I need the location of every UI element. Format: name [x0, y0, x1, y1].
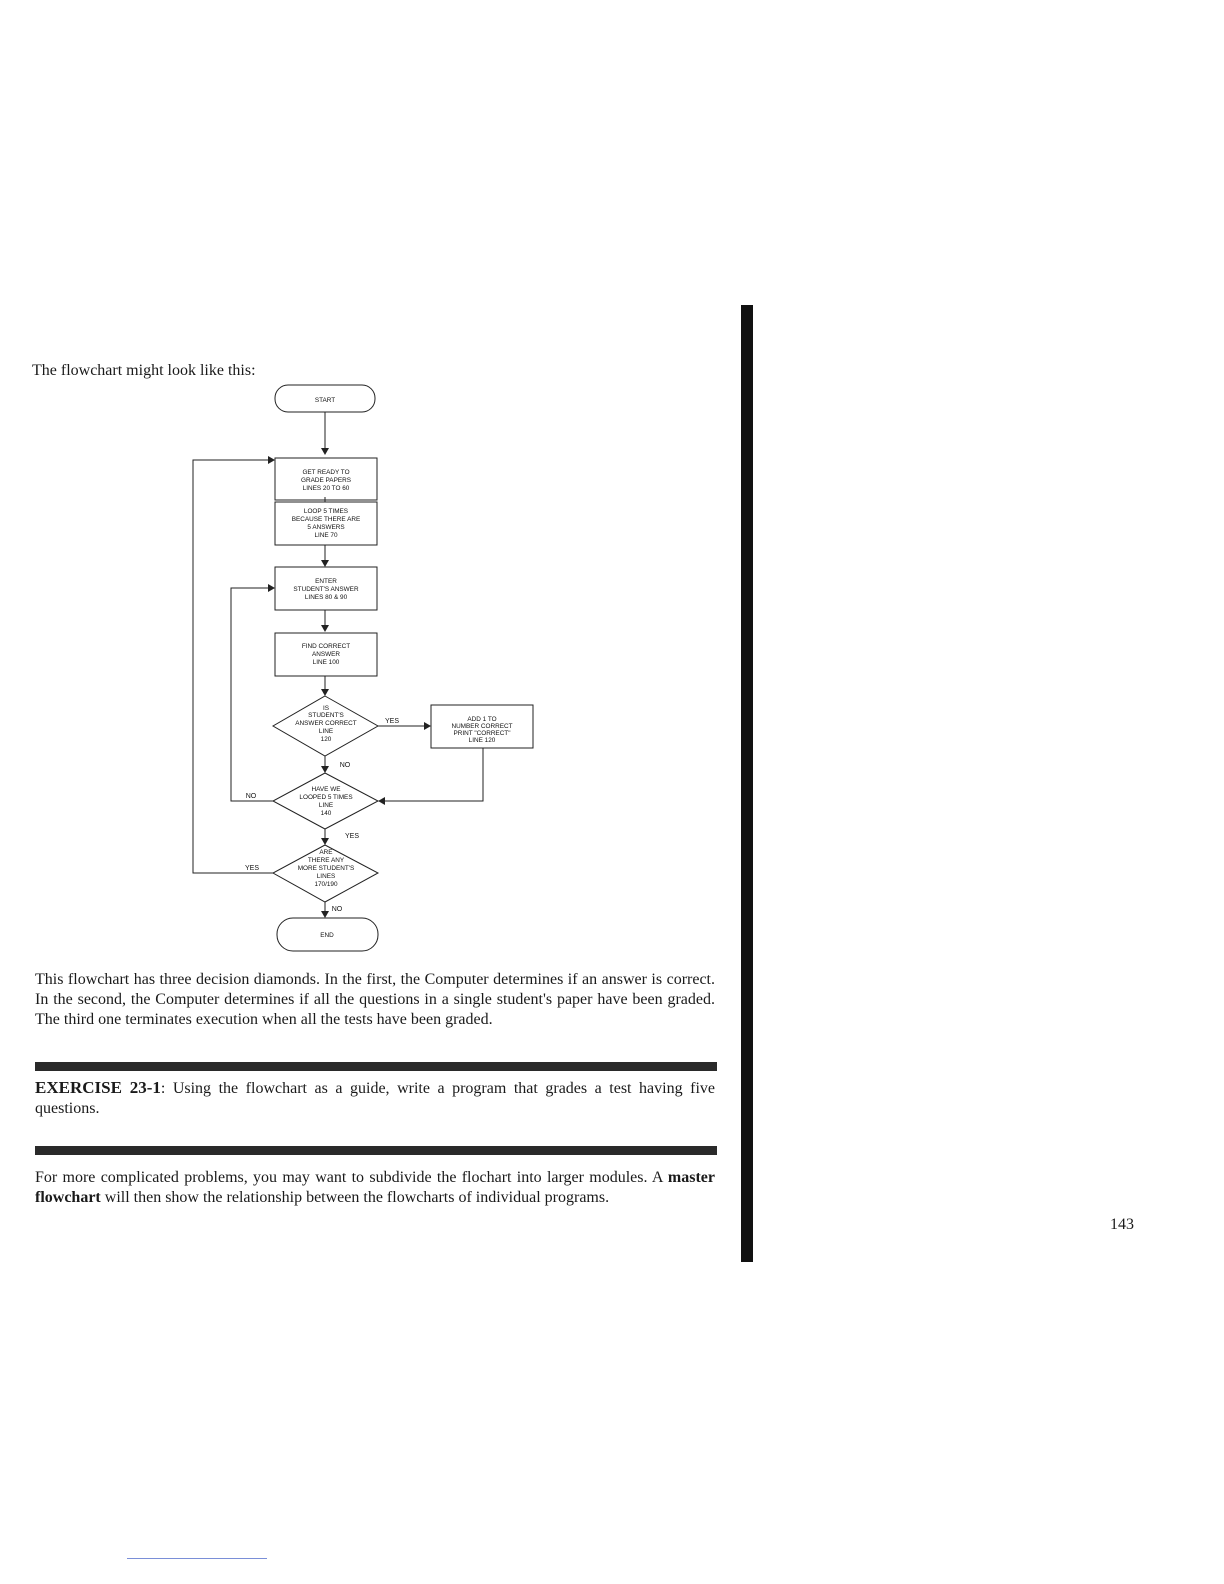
step5-line3: PRINT "CORRECT" [453, 730, 511, 737]
decision2-line2: LOOPED 5 TIMES [299, 794, 353, 801]
exercise-block [35, 1078, 715, 1119]
label-no-1: NO [339, 762, 351, 769]
master-flowchart-term: master flowchart [35, 1169, 715, 1206]
decision3-line4: LINES [316, 873, 336, 880]
decision2-line1: HAVE WE [311, 786, 341, 793]
decision1-line4: LINE [318, 728, 334, 735]
step2-line1: LOOP 5 TIMES [303, 508, 349, 515]
label-yes-2: YES [344, 833, 360, 840]
step3-line1: ENTER [315, 578, 337, 585]
label-yes-1: YES [384, 718, 400, 725]
paragraph-master-flowchart [35, 1168, 715, 1208]
paragraph3-after: will then show the relationship between the flowcharts of individual programs. [100, 1189, 610, 1206]
decision1-line5: 120 [320, 736, 332, 743]
end-label: END [320, 932, 334, 939]
step2-line4: LINE 70 [314, 532, 338, 539]
start-label: START [314, 397, 336, 404]
step2-line3: 5 ANSWERS [307, 524, 345, 531]
paragraph3-before: For more complicated problems, you may want to subdivide the flochart into larger modules. A [35, 1169, 668, 1186]
step1-line1: GET READY TO [302, 469, 350, 476]
exercise-top-bar [35, 1062, 717, 1071]
step4-line1: FIND CORRECT [301, 643, 351, 650]
decision2-line3: LINE [318, 802, 334, 809]
label-no-3: NO [331, 906, 343, 913]
step4-line2: ANSWER [311, 651, 341, 658]
exercise-bottom-bar [35, 1146, 717, 1155]
intro-text: The flowchart might look like this: [32, 362, 256, 379]
decision1-line1: IS [322, 705, 330, 712]
decision3-line2: THERE ANY [307, 857, 345, 864]
decision2-line4: 140 [320, 810, 332, 817]
exercise-title: EXERCISE 23-1 [35, 1078, 161, 1097]
step4-line3: LINE 100 [312, 659, 340, 666]
flowchart [180, 378, 550, 953]
footer-line [127, 1558, 267, 1559]
label-no-2: NO [245, 793, 257, 800]
exercise-text: : Using the flowchart as a guide, write a program that grades a test having five questions. [35, 1080, 715, 1117]
decision3-line1: ARE [319, 849, 333, 856]
step5-line4: LINE 120 [468, 737, 496, 744]
decision1-line2: STUDENT'S [308, 712, 344, 719]
step3-line2: STUDENT'S ANSWER [293, 586, 359, 593]
step1-line2: GRADE PAPERS [301, 477, 351, 484]
step5-line2: NUMBER CORRECT [451, 723, 513, 730]
paragraph-decision-diamonds: This flowchart has three decision diamonds. In the first, the Computer determines if an answer is correct. In the second, the Computer determines if all the questions in a single student's paper have been graded. The third one terminates execution when all the tests have been graded. [35, 971, 715, 1028]
page-gutter-rule [741, 305, 753, 1262]
label-yes-3: YES [244, 865, 260, 872]
page-number: 143 [1110, 1216, 1134, 1233]
step1-line3: LINES 20 TO 60 [302, 485, 350, 492]
decision3-line3: MORE STUDENT'S [297, 865, 355, 872]
step3-line3: LINES 80 & 90 [304, 594, 348, 601]
decision1-line3: ANSWER CORRECT [295, 720, 357, 727]
decision3-line5: 170/190 [314, 881, 338, 888]
step5-line1: ADD 1 TO [467, 716, 497, 723]
step2-line2: BECAUSE THERE ARE [291, 516, 361, 523]
flowchart-decision-looped-5 [273, 773, 378, 829]
